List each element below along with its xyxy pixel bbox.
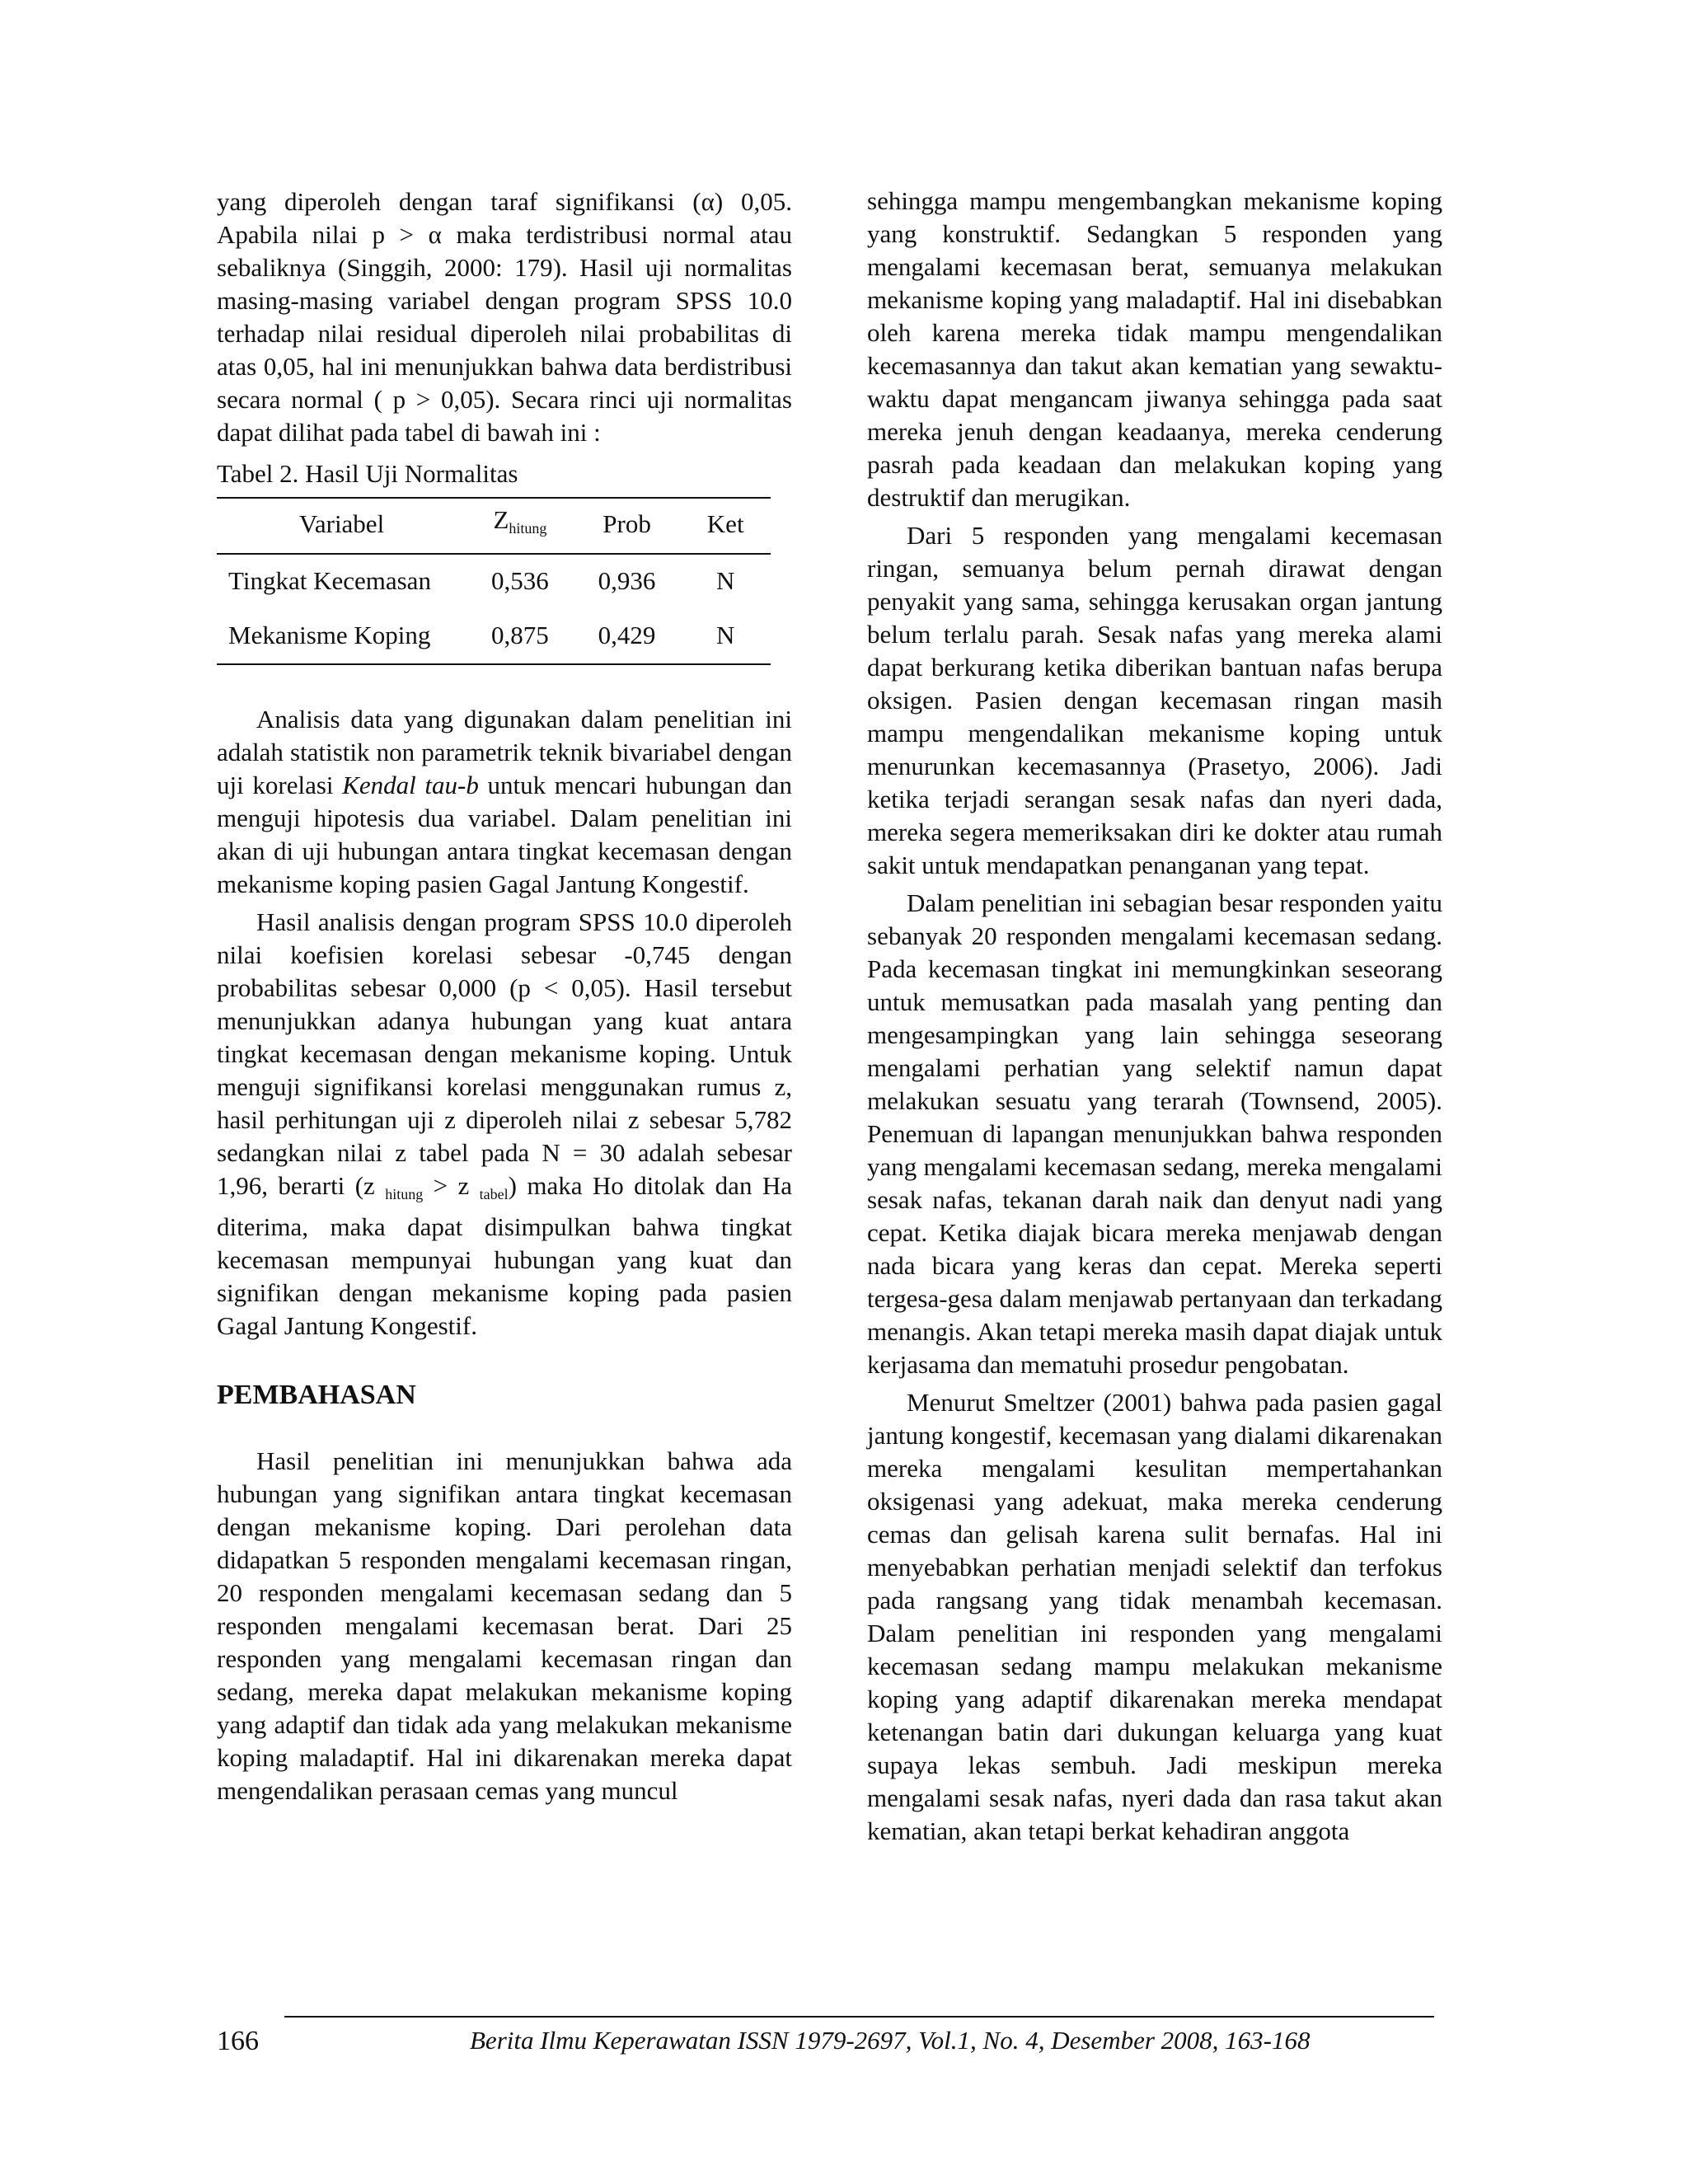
- paragraph-moderate-anxiety: Dalam penelitian ini sebagian besar responden yaitu sebanyak 20 responden mengalami kecemasan sedang. Pada kecemasan tingkat ini memungkinkan seseorang untuk memusatkan pada masalah yang penting dan mengesampingkan yang lain sehingga seseorang mengalami perhatian yang selektif namun dapat melakukan sesuatu yang terarah (Townsend, 2005). Penemuan di lapangan menunjukkan bahwa responden yang mengalami kecemasan sedang, mereka mengalami sesak nafas, tekanan darah naik dan denyut nadi yang cepat. Ketika diajak bicara mereka menjawab dengan nada bicara yang keras dan cepat. Mereka seperti tergesa-gesa dalam menjawab pertanyaan dan terkadang menangis. Akan tetapi mereka masih dapat diajak untuk kerjasama dan mematuhi prosedur pengobatan.: [867, 888, 1442, 1379]
- paragraph-analysis-result: [217, 906, 792, 1343]
- table-header-row: [217, 498, 771, 554]
- header-prob: Prob: [574, 498, 681, 554]
- text-run: > z: [423, 1171, 480, 1200]
- journal-citation: Berita Ilmu Keperawatan ISSN 1979-2697, Vol.1, No. 4, Desember 2008, 163-168: [470, 2026, 1311, 2055]
- table-caption: Tabel 2. Hasil Uji Normalitas: [217, 459, 518, 488]
- header-variabel: Variabel: [217, 498, 467, 554]
- italic-term: Kendal tau-b: [342, 771, 479, 799]
- text-run: Analisis data yang digunakan dalam penelitian ini adalah statistik non parametrik teknik bivariabel dengan uji korelasi: [217, 705, 792, 799]
- paragraph-mild-anxiety: Dari 5 responden yang mengalami kecemasan ringan, semuanya belum pernah dirawat dengan penyakit yang sama, sehingga kerusakan organ jantung belum terlalu parah. Sesak nafas yang mereka alami dapat berkurang ketika diberikan bantuan nafas berupa oksigen. Pasien dengan kecemasan ringan masih mampu mengendalikan mekanisme koping untuk menurunkan kecemasannya (Prasetyo, 2006). Jadi ketika terjadi serangan sesak nafas dan nyeri dada, mereka segera memeriksakan diri ke dokter atau rumah sakit untuk mendapatkan penanganan yang tepat.: [867, 521, 1442, 879]
- paragraph-continued: sehingga mampu mengembangkan mekanisme koping yang konstruktif. Sedangkan 5 responden yang mengalami kecemasan berat, semuanya melakukan mekanisme koping yang maladaptif. Hal ini disebabkan oleh karena mereka tidak mampu mengendalikan kecemasannya dan takut akan kematian yang sewaktu-waktu dapat mengancam jiwanya sehingga pada saat mereka jenuh dengan keadaanya, mereka cenderung pasrah pada keadaan dan melakukan koping yang destruktif dan merugikan.: [867, 186, 1442, 512]
- paragraph-analysis-method: [217, 703, 792, 901]
- text-run: untuk mencari hubungan dan menguji hipotesis dua variabel. Dalam penelitian ini akan di uji hubungan antara tingkat kecemasan dengan mekanisme koping pasien Gagal Jantung Kongestif.: [217, 771, 792, 898]
- cell-variabel: Mekanisme Koping: [217, 609, 467, 664]
- header-ket: Ket: [680, 498, 771, 554]
- cell-z: 0,875: [467, 609, 574, 664]
- right-column: [867, 185, 1442, 1848]
- text-run: ) maka Ho ditolak dan Ha diterima, maka dapat disimpulkan bahwa tingkat kecemasan mempunyai hubungan yang kuat dan signifikan dengan mekanisme koping pada pasien Gagal Jantung Kongestif.: [217, 1171, 792, 1340]
- cell-z: 0,536: [491, 566, 549, 595]
- paragraph-normality-intro: yang diperoleh dengan taraf signifikansi (α) 0,05. Apabila nilai p > α maka terdistribusi normal atau sebaliknya (Singgih, 2000: 179). Hasil uji normalitas masing-masing variabel dengan program SPSS 10.0 terhadap nilai residual diperoleh nilai probabilitas di atas 0,05, hal ini menunjukkan bahwa data berdistribusi secara normal ( p > 0,05). Secara rinci uji normalitas dapat dilihat pada tabel di bawah ini :: [217, 187, 792, 447]
- header-z-subscript: hitung: [509, 520, 547, 537]
- normality-table: [217, 497, 771, 665]
- left-column: [217, 185, 792, 1807]
- table-row: [217, 554, 771, 609]
- subscript-hitung: hitung: [385, 1186, 424, 1202]
- section-heading: PEMBAHASAN: [217, 1380, 416, 1410]
- paragraph-discussion: Hasil penelitian ini menunjukkan bahwa ada hubungan yang signifikan antara tingkat kecemasan dengan mekanisme koping. Dari perolehan data didapatkan 5 responden mengalami kecemasan ringan, 20 responden mengalami kecemasan sedang dan 5 responden mengalami kecemasan berat. Dari 25 responden yang mengalami kecemasan ringan dan sedang, mereka dapat melakukan mekanisme koping yang adaptif dan tidak ada yang melakukan mekanisme koping maladaptif. Hal ini dikarenakan mereka dapat mengendalikan perasaan cemas yang muncul: [217, 1446, 792, 1805]
- cell-prob: 0,429: [574, 609, 681, 664]
- page-number: 166: [217, 2026, 259, 2056]
- cell-ket: N: [680, 609, 771, 664]
- header-z: [467, 498, 574, 554]
- paragraph-smeltzer: Menurut Smeltzer (2001) bahwa pada pasien gagal jantung kongestif, kecemasan yang dialami dikarenakan mereka mengalami kesulitan mempertahankan oksigenasi yang adekuat, maka mereka cenderung cemas dan gelisah karena sulit bernafas. Hal ini menyebabkan perhatian menjadi selektif dan terfokus pada rangsang yang tidak menambah kecemasan. Dalam penelitian ini responden yang mengalami kecemasan sedang mampu melakukan mekanisme koping yang adaptif dikarenakan mereka mendapat ketenangan batin dari dukungan keluarga yang kuat supaya lekas sembuh. Jadi meskipun mereka mengalami sesak nafas, nyeri dada dan rasa takut akan kematian, akan tetapi berkat kehadiran anggota: [867, 1388, 1442, 1845]
- table-row: [217, 609, 771, 664]
- header-z-label: Z: [493, 505, 509, 534]
- text-run: Hasil analisis dengan program SPSS 10.0 diperoleh nilai koefisien korelasi sebesar -0,745 dengan probabilitas sebesar 0,000 (p < 0,05). Hasil tersebut menunjukkan adanya hubungan yang kuat antara tingkat kecemasan dengan mekanisme koping. Untuk menguji signifikansi korelasi menggunakan rumus z, hasil perhitungan uji z diperoleh nilai z sebesar 5,782 sedangkan nilai z tabel pada N = 30 adalah sebesar 1,96, berarti (z: [217, 907, 792, 1200]
- cell-prob: 0,936: [598, 566, 656, 595]
- footer-divider: [284, 2016, 1434, 2018]
- cell-ket: N: [715, 566, 735, 595]
- subscript-tabel: tabel: [479, 1186, 509, 1202]
- cell-variabel: Tingkat Kecemasan: [228, 566, 431, 595]
